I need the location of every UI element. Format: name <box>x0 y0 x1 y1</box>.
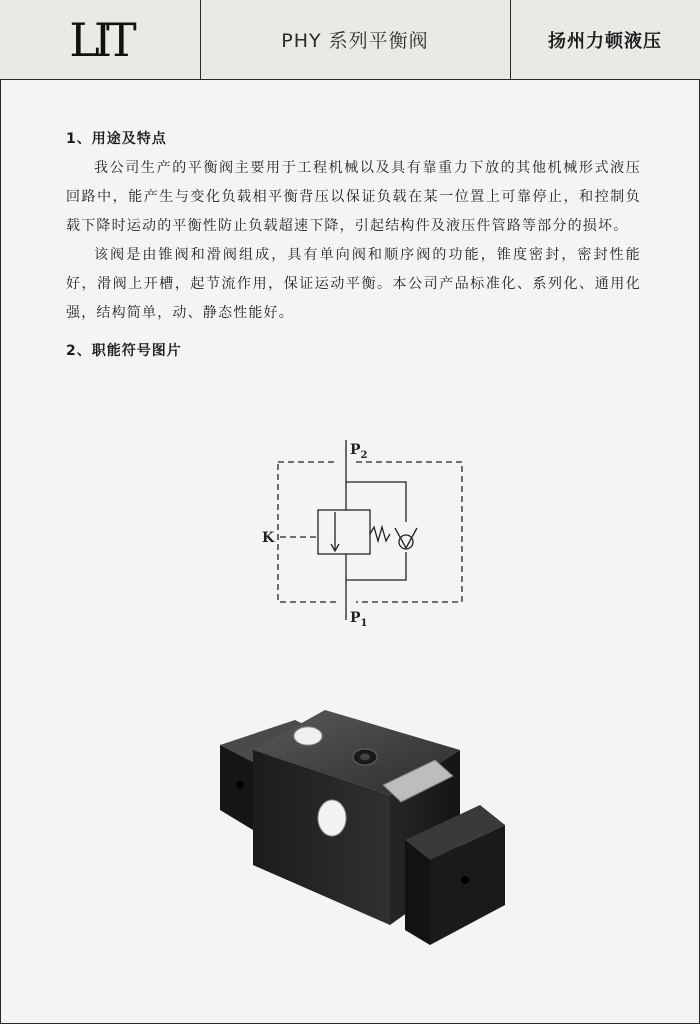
page-header <box>0 0 700 80</box>
side-port-hole <box>461 876 469 884</box>
usage-paragraph-2: 该阀是由锥阀和滑阀组成，具有单向阀和顺序阀的功能，锥度密封，密封性能好，滑阀上开槽，起节流作用，保证运动平衡。本公司产品标准化、系列化、通用化强，结构简单，动、静态性能好。 <box>66 247 641 321</box>
section-heading-usage: 1、用途及特点 <box>66 131 167 147</box>
port-p2-label: $P_2$ <box>350 442 368 461</box>
front-white-cap <box>318 800 346 836</box>
bypass-line-bottom <box>346 552 406 580</box>
product-photo <box>205 690 525 960</box>
top-port-inner <box>360 754 370 761</box>
mount-hole <box>236 781 244 789</box>
port-p1-label: $P_1$ <box>350 610 368 629</box>
bypass-line-top <box>346 482 406 522</box>
top-white-cap <box>294 727 322 745</box>
main-content <box>66 128 641 366</box>
hydraulic-symbol-diagram <box>250 430 480 630</box>
pilot-k-label: K <box>262 530 275 546</box>
section-heading-symbol: 2、职能符号图片 <box>66 343 182 359</box>
usage-paragraph-1: 我公司生产的平衡阀主要用于工程机械以及具有靠重力下放的其他机械形式液压回路中，能产生与变化负载相平衡背压以保证负载在某一位置上可靠停止，和控制负载下降时运动的平衡性防止负载超速下降，引起结构件及液压件管路等部分的损坏。 <box>66 160 641 234</box>
document-title: PHY 系列平衡阀 <box>200 0 511 79</box>
company-logo: LIT <box>69 12 131 67</box>
company-name: 扬州力顿液压 <box>548 30 662 52</box>
spring-symbol <box>370 527 390 541</box>
valve-box <box>318 510 370 554</box>
check-valve-seat <box>395 528 417 548</box>
logo-cell <box>0 0 201 79</box>
